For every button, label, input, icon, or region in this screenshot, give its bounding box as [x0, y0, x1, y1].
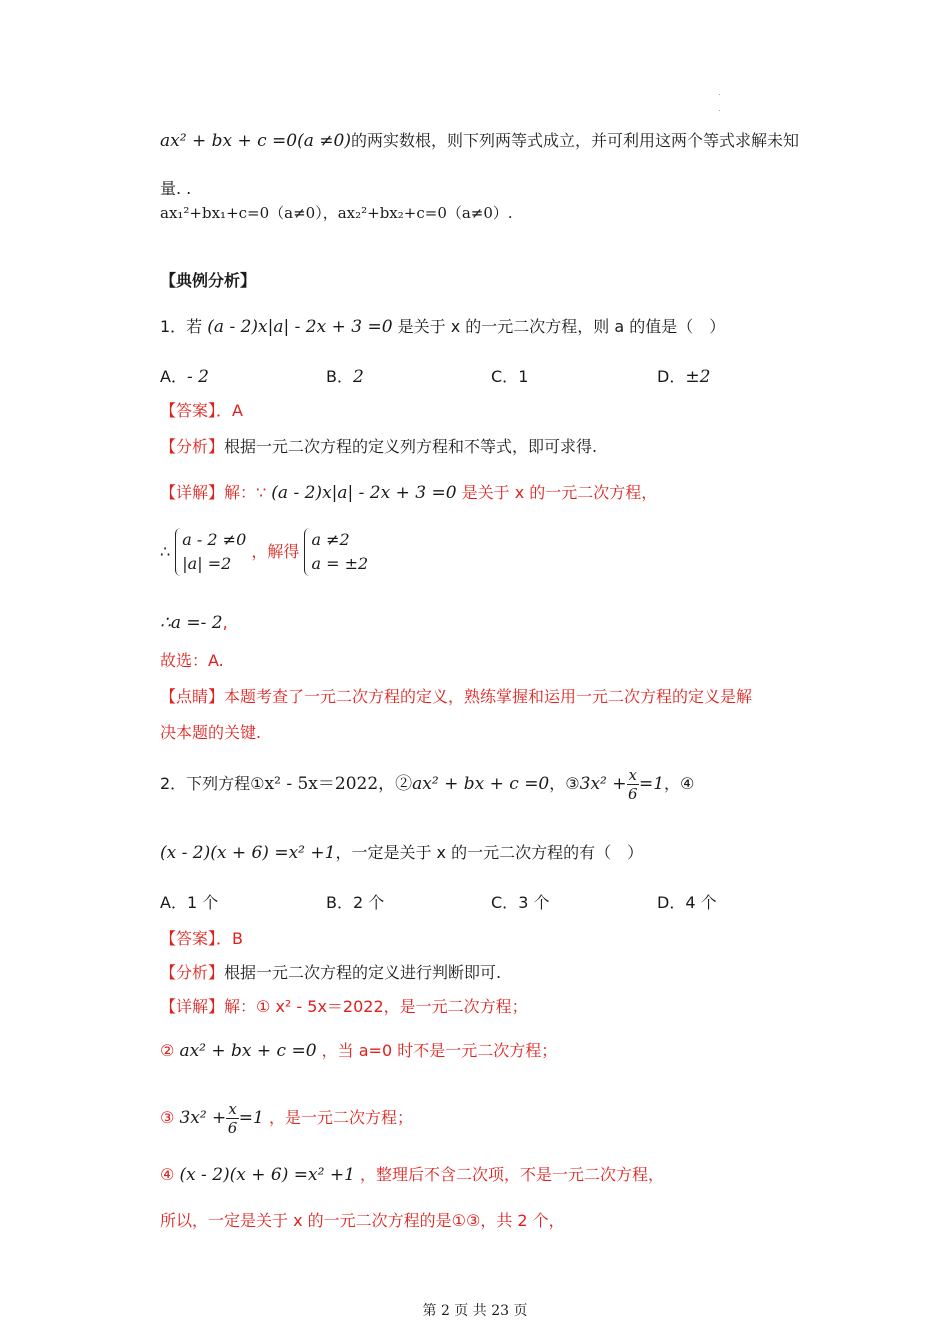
q2-choice-c: C．3 个	[491, 893, 550, 912]
q1-choose: 故选：A.	[160, 651, 224, 670]
q1-detail: 【详解】解：∵ (a - 2)x|a| - 2x + 3 =0 是关于 x 的一元二次方程，	[160, 483, 658, 503]
q2-stem: 2．下列方程①x² - 5x＝2022，②ax² + bx + c =0，③3x² + $\frac{x}{6}$ =1，④	[160, 766, 695, 803]
q1-detail-formula: (a - 2)x|a| - 2x + 3 =0	[271, 483, 457, 503]
q2-detail-4: ④ (x - 2)(x + 6) =x² +1 ，整理后不含二次项，不是一元二次方程，	[160, 1165, 665, 1185]
q1-choice-a: A．- 2	[160, 367, 209, 387]
q2-analysis: 【分析】根据一元二次方程的定义进行判断即可.	[160, 963, 502, 982]
intro-formula: ax² + bx + c =0(a ≠0)	[160, 131, 351, 151]
intro-line-3: ax₁²+bx₁+c=0（a≠0），ax₂²+bx₂+c=0（a≠0）.	[160, 204, 513, 222]
q1-system-2: a ≠2 a = ±2	[304, 528, 368, 576]
q1-text: 是关于 x 的一元二次方程，则 a 的值是（ ）	[397, 317, 726, 336]
q2-choice-d: D．4 个	[657, 893, 717, 912]
header-mark: .	[718, 104, 721, 113]
q2-choice-b: B．2 个	[326, 893, 385, 912]
q1-answer: 【答案】．A	[160, 401, 243, 420]
q1-comment-2: 决本题的关键.	[160, 723, 262, 742]
intro-line-2: 量. .	[160, 179, 192, 198]
header-mark: .	[718, 88, 721, 97]
q1-choice-c: C．1	[491, 367, 529, 386]
q1-formula: (a - 2)x|a| - 2x + 3 =0	[207, 317, 393, 337]
q1-result: ∴a =- 2,	[160, 613, 228, 633]
q2-detail-1: 【详解】解：① x² - 5x＝2022，是一元二次方程；	[160, 997, 528, 1016]
q2-conclusion: 所以，一定是关于 x 的一元二次方程的是①③，共 2 个，	[160, 1211, 565, 1230]
q1-analysis: 【分析】根据一元二次方程的定义列方程和不等式，即可求得.	[160, 437, 598, 456]
q2-detail-3: ③ 3x² + $\frac{x}{6}$ =1 ，是一元二次方程；	[160, 1100, 413, 1137]
q2-detail-3-fraction: $\frac{x}{6}$	[227, 1100, 238, 1137]
section-title: 【典例分析】	[160, 271, 257, 290]
q1-system-1: a - 2 ≠0 |a| =2	[175, 528, 246, 576]
q1-choice-b: B．2	[326, 367, 364, 387]
q2-eq3-fraction: $\frac{x}{6}$	[627, 766, 638, 803]
q1-system: ∴ a - 2 ≠0 |a| =2 ，解得 a ≠2 a = ±2	[160, 528, 368, 576]
q2-choice-a: A．1 个	[160, 893, 219, 912]
q2-detail-2: ② ax² + bx + c =0 ，当 a=0 时不是一元二次方程；	[160, 1041, 558, 1061]
q2-stem-2: (x - 2)(x + 6) =x² +1，一定是关于 x 的一元二次方程的有（ ）	[160, 843, 644, 863]
intro-line-1	[160, 130, 799, 152]
q1-prefix: 1．若	[160, 317, 203, 336]
page-footer: 第 2 页 共 23 页	[422, 1303, 528, 1319]
q1-stem	[160, 316, 725, 338]
q2-answer: 【答案】．B	[160, 929, 243, 948]
intro-text-1: 的两实数根，则下列两等式成立，并可利用这两个等式求解未知	[350, 131, 799, 150]
q1-comment: 【点睛】本题考查了一元二次方程的定义，熟练掌握和运用一元二次方程的定义是解	[160, 687, 753, 706]
q1-choice-d: D．±2	[657, 367, 711, 387]
